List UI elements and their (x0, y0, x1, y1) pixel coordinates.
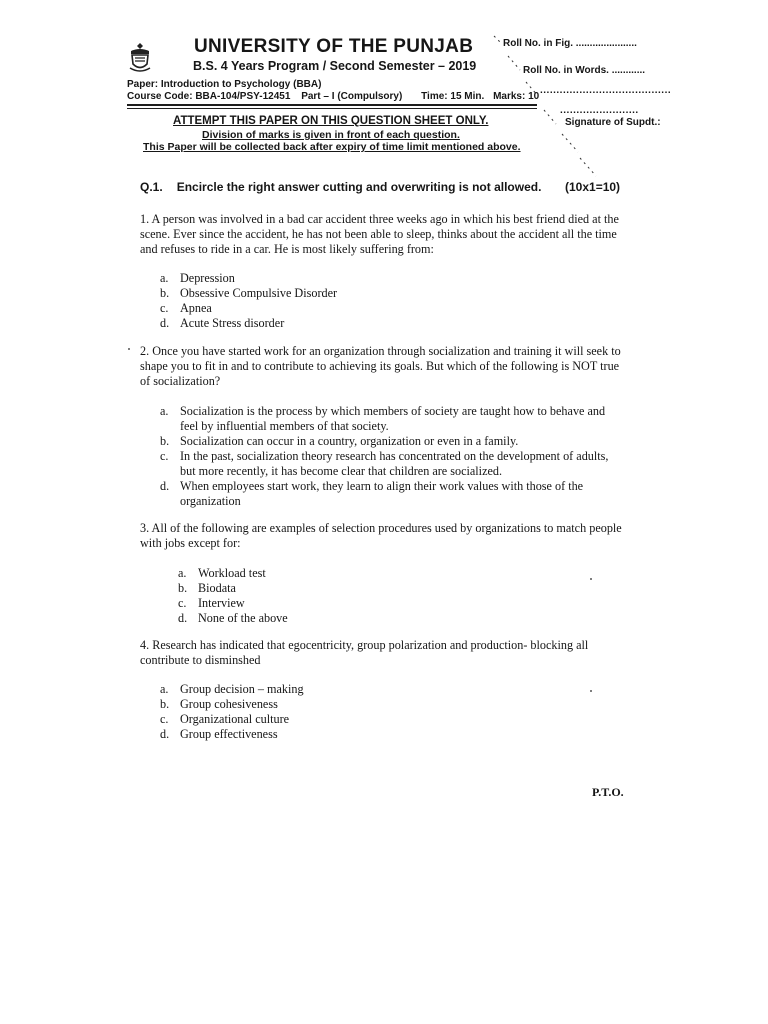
option-letter: d. (160, 479, 170, 493)
signature-line[interactable]: ........................ (560, 105, 639, 116)
option-item[interactable] (160, 712, 460, 727)
option-text: Organizational culture (180, 712, 290, 726)
option-text: None of the above (198, 611, 288, 625)
option-letter: b. (178, 581, 188, 595)
question-text: 1. A person was involved in a bad car accident three weeks ago in which his best friend died at the scene. Ever since the accident, he has not been able to sleep, thinks about the accident all the time and refuses to ride in a car. He is most likely suffering from: (140, 212, 619, 256)
option-letter: b. (160, 286, 170, 300)
time-allowed: Time: 15 Min. (421, 91, 485, 102)
option-letter: b. (160, 434, 170, 448)
option-letter: a. (178, 566, 187, 580)
scan-speck (590, 578, 592, 580)
program-line: B.S. 4 Years Program / Second Semester – 2019 (193, 59, 477, 73)
option-letter: d. (160, 727, 170, 741)
option-letter: c. (160, 712, 169, 726)
options-list (160, 682, 460, 742)
option-text: Acute Stress disorder (180, 316, 285, 330)
paper-part: Part – I (Compulsory) (301, 91, 403, 102)
university-title: UNIVERSITY OF THE PUNJAB (194, 36, 474, 57)
please-turn-over: P.T.O. (592, 785, 624, 799)
option-item[interactable] (160, 479, 620, 509)
option-item[interactable] (160, 682, 460, 697)
question-number: Q.1. (140, 180, 163, 194)
option-item[interactable] (160, 727, 460, 742)
option-item[interactable] (160, 271, 560, 286)
header-divider (127, 104, 537, 106)
option-letter: a. (160, 404, 169, 418)
option-item[interactable] (160, 316, 560, 331)
roll-number-figure-field[interactable]: Roll No. in Fig. ...................... (503, 38, 637, 49)
option-item[interactable] (160, 449, 620, 479)
roll-number-words-field[interactable]: Roll No. in Words. ............ (523, 65, 646, 76)
collection-instruction: This Paper will be collected back after expiry of time limit mentioned above. (143, 141, 521, 153)
question-text: 4. Research has indicated that egocentricity, group polarization and production- blocking all contribute to disminshed (140, 638, 589, 667)
header-divider-thin (127, 108, 537, 109)
option-item[interactable] (178, 596, 478, 611)
option-item[interactable] (160, 404, 620, 434)
supdt-signature-label: Signature of Supdt.: (565, 117, 661, 128)
option-text: Workload test (198, 566, 266, 580)
option-item[interactable] (178, 581, 478, 596)
course-code: Course Code: BBA-104/PSY-12451 (127, 91, 291, 102)
division-instruction: Division of marks is given in front of each question. (202, 129, 460, 141)
attempt-instruction: ATTEMPT THIS PAPER ON THIS QUESTION SHEET ONLY. (173, 115, 489, 127)
option-item[interactable] (178, 566, 478, 581)
option-letter: a. (160, 271, 169, 285)
scan-speck (590, 690, 592, 692)
option-item[interactable] (160, 697, 460, 712)
option-item[interactable] (160, 301, 560, 316)
question-marks: (10x1=10) (565, 180, 621, 194)
option-letter: d. (160, 316, 170, 330)
option-text: Apnea (180, 301, 212, 315)
option-text: Interview (198, 596, 245, 610)
option-text: In the past, socialization theory research has concentrated on the development of adults, but more recently, it has become clear that children are socialized. (180, 449, 609, 478)
options-list (178, 566, 478, 626)
option-item[interactable] (160, 286, 560, 301)
university-crest-icon (127, 42, 153, 74)
option-letter: d. (178, 611, 188, 625)
option-text: Socialization is the process by which members of society are taught how to behave and feel by influential members of that society. (180, 404, 606, 433)
total-marks: Marks: 10 (493, 91, 540, 102)
question-text: 3. All of the following are examples of selection procedures used by organizations to match people with jobs except for: (140, 521, 622, 550)
roll-number-words-continuation[interactable]: ........................................ (540, 85, 672, 96)
option-text: Obsessive Compulsive Disorder (180, 286, 338, 300)
option-letter: c. (160, 449, 169, 463)
question-text: 2. Once you have started work for an organization through socialization and training it will seek to shape you to fit in and to contribute to achieving its goals. But which of the following is NOT true of socialization? (140, 344, 621, 388)
question-heading (140, 180, 541, 194)
option-text: Group decision – making (180, 682, 304, 696)
option-letter: c. (178, 596, 187, 610)
option-text: Biodata (198, 581, 236, 595)
option-text: When employees start work, they learn to align their work values with those of the organization (180, 479, 584, 508)
option-text: Group cohesiveness (180, 697, 278, 711)
options-list (160, 404, 620, 509)
option-text: Socialization can occur in a country, organization or even in a family. (180, 434, 519, 448)
option-letter: c. (160, 301, 169, 315)
question-instruction: Encircle the right answer cutting and overwriting is not allowed. (176, 180, 542, 194)
course-info-line (127, 91, 539, 102)
paper-title: Paper: Introduction to Psychology (BBA) (127, 79, 322, 90)
option-letter: b. (160, 697, 170, 711)
option-text: Depression (180, 271, 235, 285)
options-list (160, 271, 560, 331)
scan-speck (128, 348, 130, 350)
option-letter: a. (160, 682, 169, 696)
option-text: Group effectiveness (180, 727, 278, 741)
option-item[interactable] (160, 434, 620, 449)
option-item[interactable] (178, 611, 478, 626)
